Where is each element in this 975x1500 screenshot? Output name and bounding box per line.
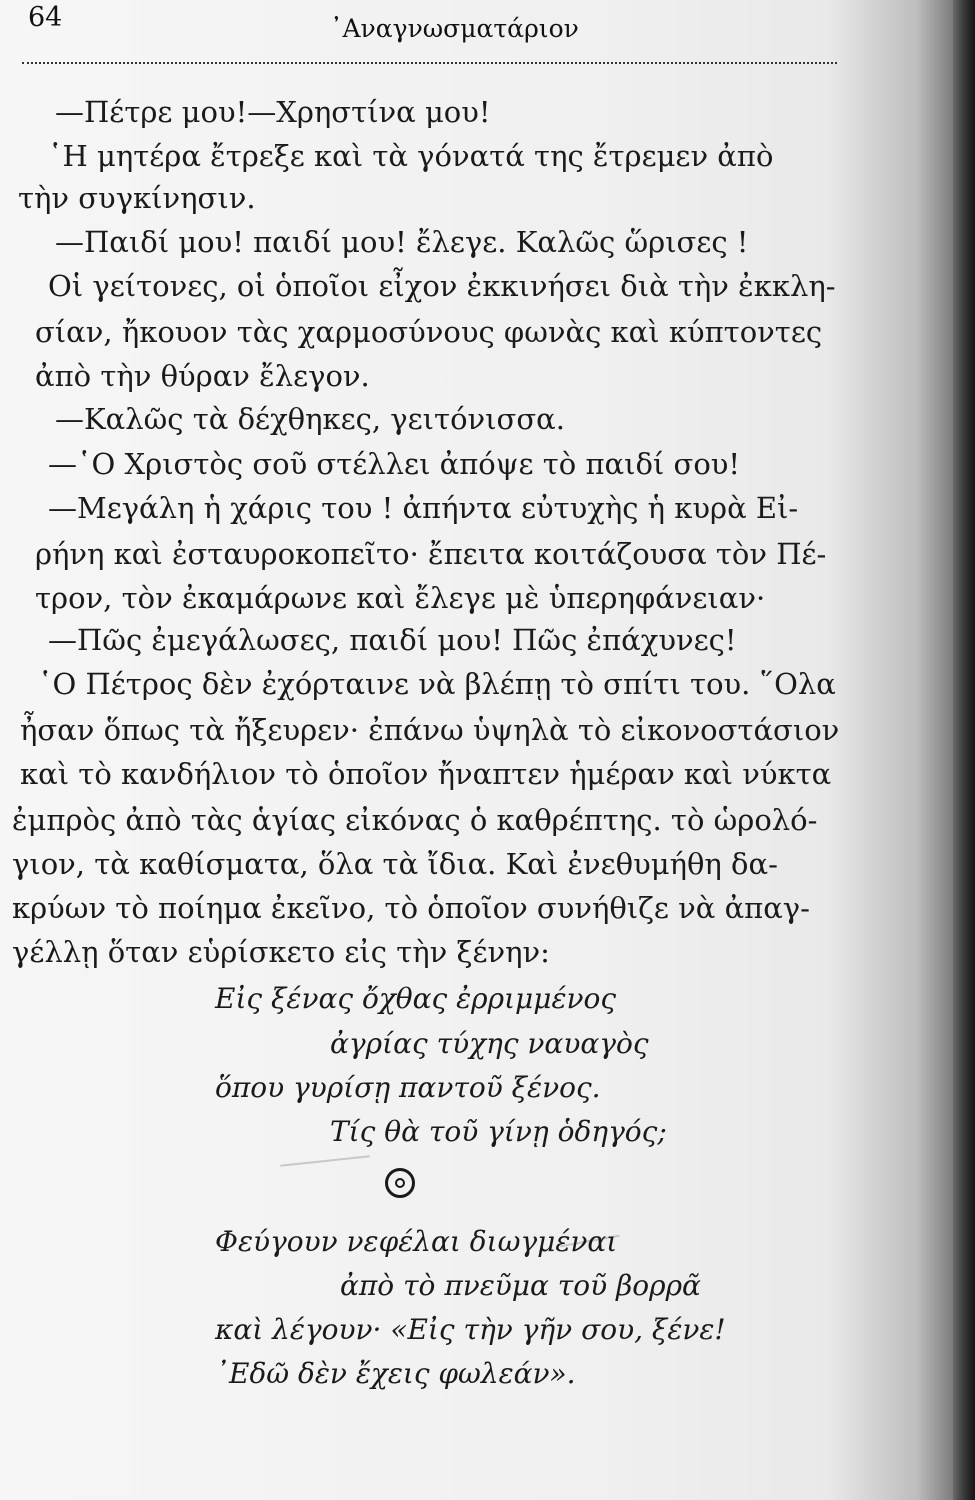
text-line: τὴν συγκίνησιν. — [18, 181, 256, 215]
text-line: —Καλῶς τὰ δέχθηκες, γειτόνισσα. — [55, 402, 565, 436]
verse-line: ἀγρίας τύχης ναυαγὸς — [330, 1027, 649, 1060]
verse-line: ὅπου γυρίσῃ παντοῦ ξένος. — [215, 1071, 601, 1104]
header-divider — [22, 62, 837, 64]
pencil-mark — [280, 1155, 370, 1166]
text-line: Οἱ γείτονες, οἱ ὁποῖοι εἶχον ἐκκινήσει διὰ τὴν ἐκκλη- — [48, 269, 836, 303]
verse-line: Φεύγουν νεφέλαι διωγμέναι — [215, 1225, 618, 1258]
text-line: —Μεγάλη ἡ χάρις του ! ἀπήντα εὐτυχὴς ἡ κυρὰ Εἰ- — [48, 491, 799, 525]
verse-line: Εἰς ξένας ὄχθας ἐρριμμένος — [215, 982, 617, 1015]
text-line: —Παιδί μου! παιδί μου! ἔλεγε. Καλῶς ὥρισες ! — [55, 225, 749, 259]
page-number: 64 — [28, 2, 63, 33]
verse-line: Τίς θὰ τοῦ γίνῃ ὁδηγός; — [330, 1115, 667, 1148]
section-ornament-icon — [385, 1168, 415, 1198]
text-line: τρον, τὸν ἐκαμάρωνε καὶ ἔλεγε μὲ ὑπερηφάνειαν· — [35, 581, 766, 615]
text-line: ἦσαν ὅπως τὰ ἤξευρεν· ἐπάνω ὑψηλὰ τὸ εἰκονοστάσιον — [20, 713, 840, 747]
text-line: γέλλῃ ὅταν εὑρίσκετο εἰς τὴν ξένην: — [12, 935, 550, 969]
text-line: —Πέτρε μου!—Χρηστίνα μου! — [55, 95, 491, 129]
verse-line: ᾿Εδῶ δὲν ἔχεις φωλεάν». — [215, 1357, 576, 1390]
text-line: ῾Ο Πέτρος δὲν ἐχόρταινε νὰ βλέπῃ τὸ σπίτι του. ῞Ολα — [38, 667, 836, 701]
text-line: —῾Ο Χριστὸς σοῦ στέλλει ἀπόψε τὸ παιδί σου! — [48, 447, 741, 481]
text-line: ῾Η μητέρα ἔτρεξε καὶ τὰ γόνατά της ἔτρεμεν ἀπὸ — [48, 139, 774, 173]
text-line: κρύων τὸ ποίημα ἐκεῖνο, τὸ ὁποῖον συνήθιζε νὰ ἀπαγ- — [12, 891, 810, 925]
text-line: σίαν, ἤκουον τὰς χαρμοσύνους φωνὰς καὶ κύπτοντες — [35, 315, 823, 349]
text-line: ἐμπρὸς ἀπὸ τὰς ἁγίας εἰκόνας ὁ καθρέπτης. τὸ ὡρολό- — [12, 803, 818, 837]
text-line: ἀπὸ τὴν θύραν ἔλεγον. — [35, 359, 370, 393]
running-title: ᾿Αναγνωσματάριον — [330, 14, 579, 43]
text-line: καὶ τὸ κανδήλιον τὸ ὁποῖον ἤναπτεν ἡμέραν καὶ νύκτα — [20, 757, 832, 791]
verse-line: ἀπὸ τὸ πνεῦμα τοῦ βορρᾶ — [340, 1269, 701, 1302]
text-line: γιον, τὰ καθίσματα, ὅλα τὰ ἴδια. Καὶ ἐνεθυμήθη δα- — [12, 847, 778, 881]
verse-line: καὶ λέγουν· «Εἰς τὴν γῆν σου, ξένε! — [215, 1313, 726, 1346]
text-line: ρήνη καὶ ἐσταυροκοπεῖτο· ἔπειτα κοιτάζουσα τὸν Πέ- — [35, 537, 827, 571]
text-line: —Πῶς ἐμεγάλωσες, παιδί μου! Πῶς ἐπάχυνες! — [48, 623, 737, 657]
